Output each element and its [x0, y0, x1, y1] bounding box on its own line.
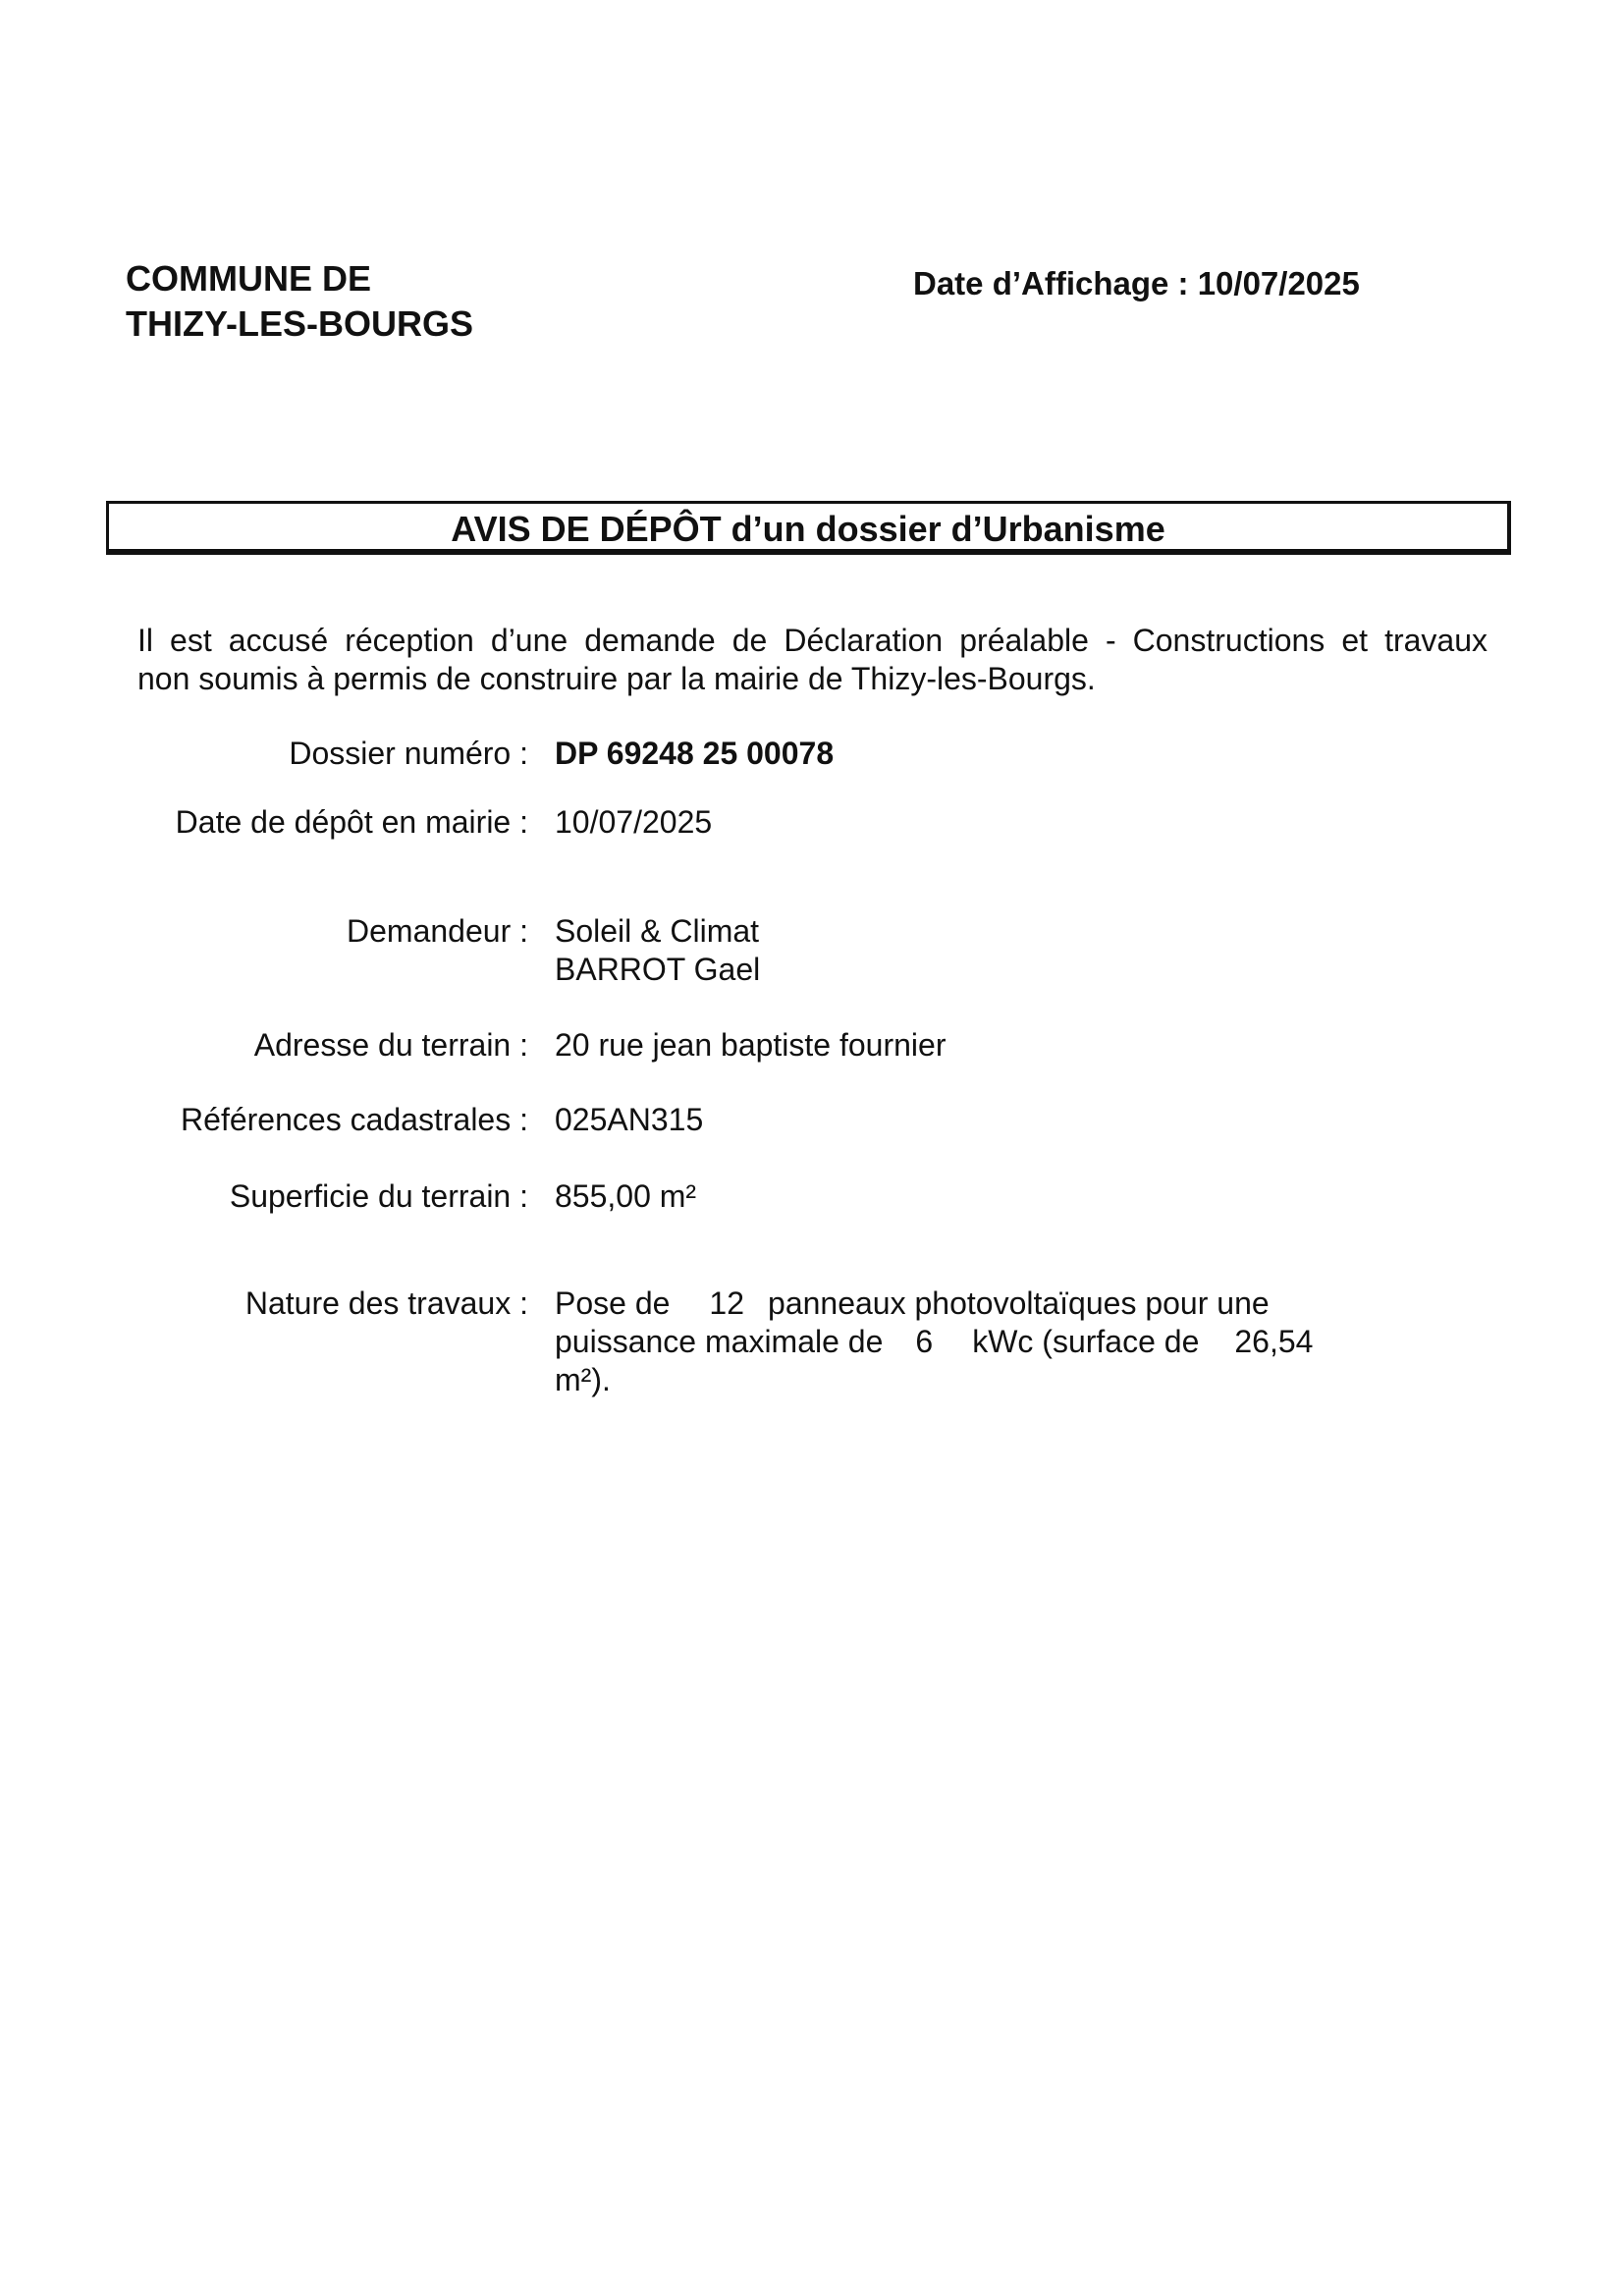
- panel-count: 12: [709, 1285, 745, 1321]
- nature-line-2: [555, 1323, 1313, 1361]
- nature-line-1: [555, 1285, 1313, 1323]
- nature-text: puissance maximale de: [555, 1324, 884, 1359]
- nature-text: Pose de: [555, 1285, 671, 1321]
- intro-line-2: non soumis à permis de construire par la mairie de Thizy-les-Bourgs.: [137, 661, 1096, 696]
- nature-line-3: m²).: [555, 1362, 611, 1397]
- references-value: 025AN315: [555, 1102, 704, 1137]
- date-depot-value: 10/07/2025: [555, 804, 713, 840]
- adresse-value: 20 rue jean baptiste fournier: [555, 1027, 947, 1063]
- date-affichage: Date d’Affichage : 10/07/2025: [913, 265, 1360, 301]
- commune-line-1: COMMUNE DE: [126, 258, 371, 299]
- power-value: 6: [915, 1324, 934, 1359]
- nature-text: kWc (surface de: [972, 1324, 1200, 1359]
- nature-value: [555, 1285, 1313, 1399]
- date-depot-label: Date de dépôt en mairie :: [175, 804, 528, 840]
- page-title: AVIS DE DÉPÔT d’un dossier d’Urbanisme: [451, 509, 1165, 549]
- commune-name: [126, 256, 473, 347]
- intro-line-1: Il est accusé réception d’une demande de Déclaration préalable - Constructions et travaux: [137, 623, 1488, 658]
- commune-line-2: THIZY-LES-BOURGS: [126, 303, 474, 344]
- demandeur-value: [555, 912, 760, 989]
- demandeur-person: BARROT Gael: [555, 952, 761, 987]
- dossier-label: Dossier numéro :: [289, 736, 528, 771]
- nature-label: Nature des travaux :: [244, 1285, 528, 1321]
- title-box: [106, 501, 1511, 552]
- dossier-value: DP 69248 25 00078: [555, 736, 835, 771]
- superficie-value: 855,00 m²: [555, 1178, 697, 1214]
- adresse-label: Adresse du terrain :: [253, 1027, 528, 1063]
- demandeur-company: Soleil & Climat: [555, 913, 760, 949]
- references-label: Références cadastrales :: [181, 1102, 528, 1137]
- demandeur-label: Demandeur :: [347, 913, 528, 949]
- superficie-label: Superficie du terrain :: [229, 1178, 528, 1214]
- intro-paragraph: [137, 622, 1492, 698]
- surface-value: 26,54: [1234, 1324, 1314, 1359]
- nature-text: panneaux photovoltaïques pour une: [768, 1285, 1270, 1321]
